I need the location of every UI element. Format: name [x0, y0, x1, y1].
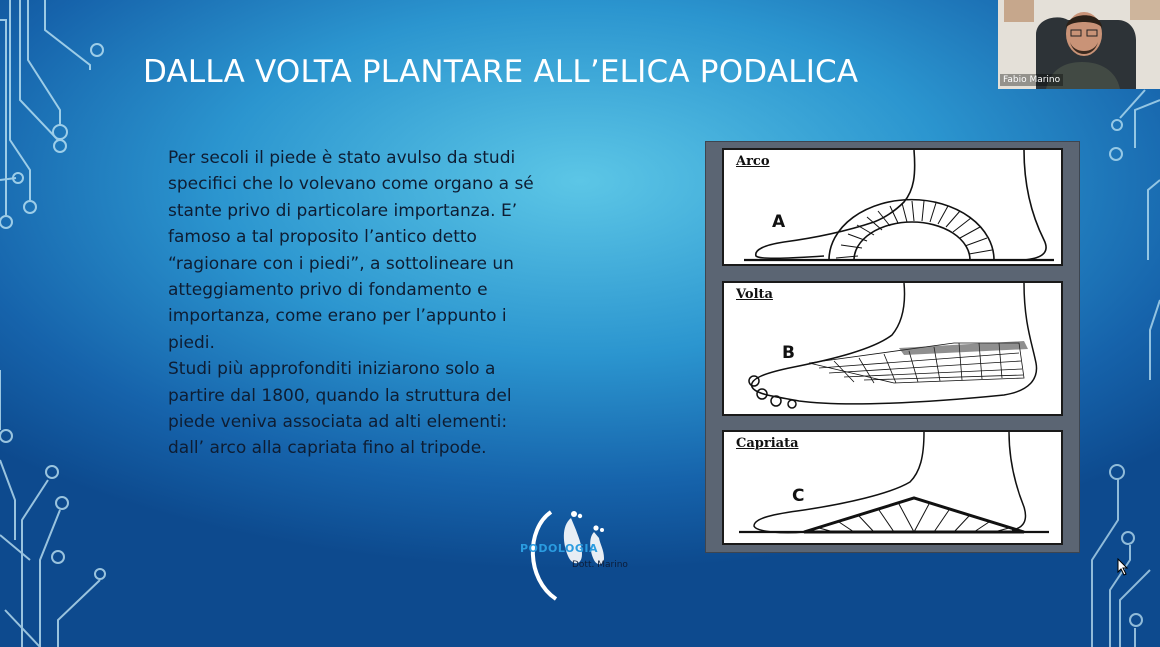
- truss-foot-drawing: [724, 432, 1061, 543]
- panel-label-truss: Capriata: [736, 436, 799, 451]
- paragraph-studies: Studi più approfonditi iniziarono solo a partire dal 1800, quando la struttura del piede veniva associata ad alti elementi: dall’ arco alla capriata fino al tripode.: [168, 359, 512, 459]
- panel-truss: [722, 430, 1063, 545]
- panel-label-arch: Arco: [736, 154, 770, 169]
- slide-title: DALLA VOLTA PLANTARE ALL’ELICA PODALICA: [143, 54, 859, 90]
- panel-vault: [722, 281, 1063, 416]
- slide-body-text: [168, 145, 548, 462]
- paragraph-history: Per secoli il piede è stato avulso da studi specifici che lo volevano come organo a sé stante privo di particolare importanza. E’ famoso a tal proposito l’antico detto “ragionare con i piedi”, a sottolineare un atteggiamento privo di fondamento e importanza, come erano per l’appunto i piedi.: [168, 148, 534, 353]
- participant-name-label: Fabio Marino: [1000, 74, 1063, 86]
- vault-foot-drawing: [724, 283, 1061, 414]
- webcam-video-tile[interactable]: [998, 0, 1160, 89]
- panel-letter-b: B: [782, 343, 795, 363]
- foot-structure-figure: [705, 141, 1080, 553]
- logo-brand-text: PODOLOGIA: [520, 542, 598, 555]
- logo-doctor-name: Dott. Marino: [572, 560, 628, 570]
- panel-arch: [722, 148, 1063, 266]
- arch-foot-drawing: [724, 150, 1061, 264]
- panel-letter-c: C: [792, 486, 805, 506]
- panel-label-vault: Volta: [736, 287, 773, 302]
- mouse-cursor-icon: [1117, 558, 1129, 576]
- panel-letter-a: A: [772, 212, 786, 232]
- podologia-logo: [516, 504, 636, 604]
